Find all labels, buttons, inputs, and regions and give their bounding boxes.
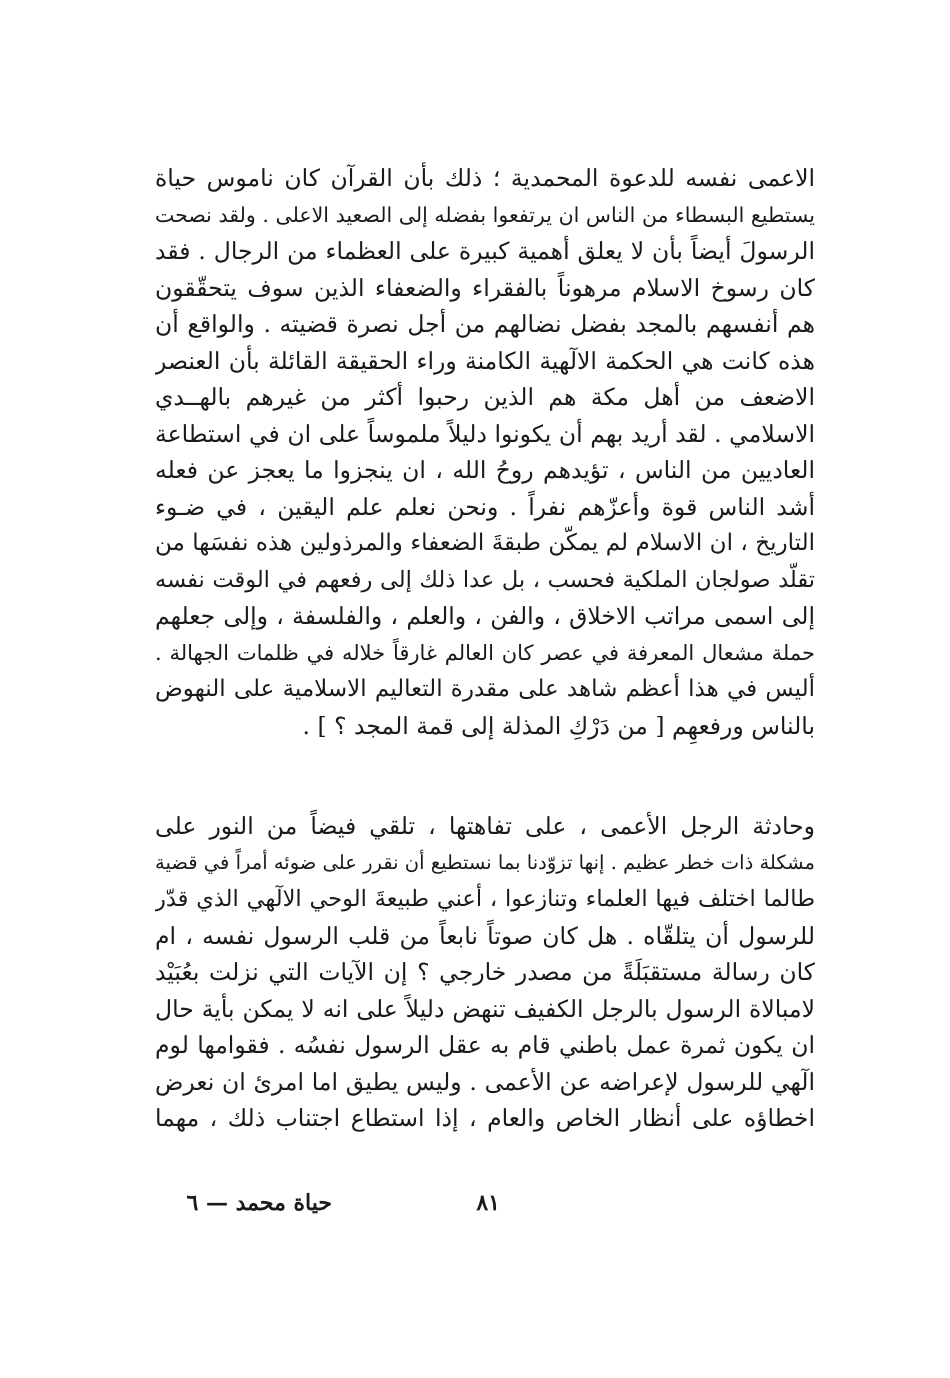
text-line: الاضعف من أهل مكة هم الذين رحبوا أكثر من غيرهم بالهــدي (155, 383, 815, 411)
text-line: كان رسالة مستقبَلَةً من مصدر خارجي ؟ إن الآيات التي نزلت بعُبَيْد (155, 958, 815, 986)
text-line: وحادثة الرجل الأعمى ، على تفاهتها ، تلقي فيضاً من النور على (155, 812, 815, 840)
text-line: للرسول أن يتلقّاه . هل كان صوتاً نابعاً من قلب الرسول نفسه ، ام (155, 921, 815, 950)
text-line: الٓهي للرسول لإعراضه عن الأعمى . وليس يطيق اما امرئ ان نعرض (155, 1067, 815, 1096)
text-line: يستطيع البسطاء من الناس ان يرتفعوا بفضله إلى الصعيد الاعلى . ولقد نصحت (155, 202, 815, 227)
running-title: حياة محمد — ٦ (186, 1190, 332, 1216)
text-line: الاعمى نفسه للدعوة المحمدية ؛ ذلك بأن القرآن كان ناموس حياة (155, 164, 815, 192)
text-line: لامبالاة الرسول بالرجل الكفيف تنهض دليلاً على انه لا يمكن بأية حال (155, 994, 815, 1023)
text-line: اخطاؤه على أنظار الخاص والعام ، إذا استطاع اجتناب ذلك ، مهما (155, 1104, 815, 1132)
text-line: مشكلة ذات خطر عظيم . إنها تزوّدنا بما نستطيع أن نقرر على ضوئه أمراً في قضية (155, 850, 815, 874)
text-line: التاريخ ، ان الاسلام لم يمكّن طبقةَ الضعفاء والمرذولين هذه نفسَها من (155, 530, 815, 556)
text-line: كان رسوخ الاسلام مرهوناً بالفقراء والضعفاء الذين سوف يتحقّقون (155, 273, 815, 302)
text-line: طالما اختلف فيها العلماء وتنازعوا ، أعني طبيعةَ الوحي الالٓهي الذي قدّر (155, 886, 815, 912)
text-line: بالناس ورفعهِم [ من دَرْكِ المذلة إلى قمة المجد ؟ ] . (302, 711, 815, 740)
text-line: الاسلامي . لقد أريد بهم أن يكونوا دليلاً ملموساً على ان في استطاعة (155, 419, 815, 448)
text-line: هذه كانت هي الحكمة الالٓهية الكامنة وراء الحقيقة القائلة بأن العنصر (155, 346, 815, 375)
text-line: تقلّد صولجان الملكية فحسب ، بل عدا ذلك إلى رفعهم في الوقت نفسه (155, 566, 815, 593)
text-line: ان يكون ثمرة عمل باطني قام به عقل الرسول نفسُه . فقوامها لوم (155, 1031, 815, 1059)
page-number: ٨١ (476, 1190, 500, 1216)
text-line: العاديين من الناس ، تؤيدهم روحُ الله ، ان ينجزوا ما يعجز عن فعله (155, 456, 815, 484)
page-footer (0, 1190, 950, 1230)
paragraph-2 (155, 808, 815, 1137)
paragraph-1 (155, 160, 815, 744)
text-line: حملة مشعال المعرفة في عصر كان العالم غارقاً خلاله في ظلمات الجهالة . (155, 640, 815, 665)
text-line: هم أنفسهم بالمجد بفضل نضالهم من أجل نصرة قضيته . والواقع أن (155, 310, 815, 338)
text-line: إلى اسمى مراتب الاخلاق ، والفن ، والعلم ، والفلسفة ، وإلى جعلهم (155, 602, 815, 630)
text-line: أليس في هذا أعظم شاهد على مقدرة التعاليم الاسلامية على النهوض (155, 676, 815, 702)
text-line: الرسولَ أيضاً بأن لا يعلق أهمية كبيرة على العظماء من الرجال . فقد (155, 237, 815, 265)
text-line: أشد الناس قوة وأعزّهم نفراً . ونحن نعلم علم اليقين ، في ضـوء (155, 492, 815, 521)
